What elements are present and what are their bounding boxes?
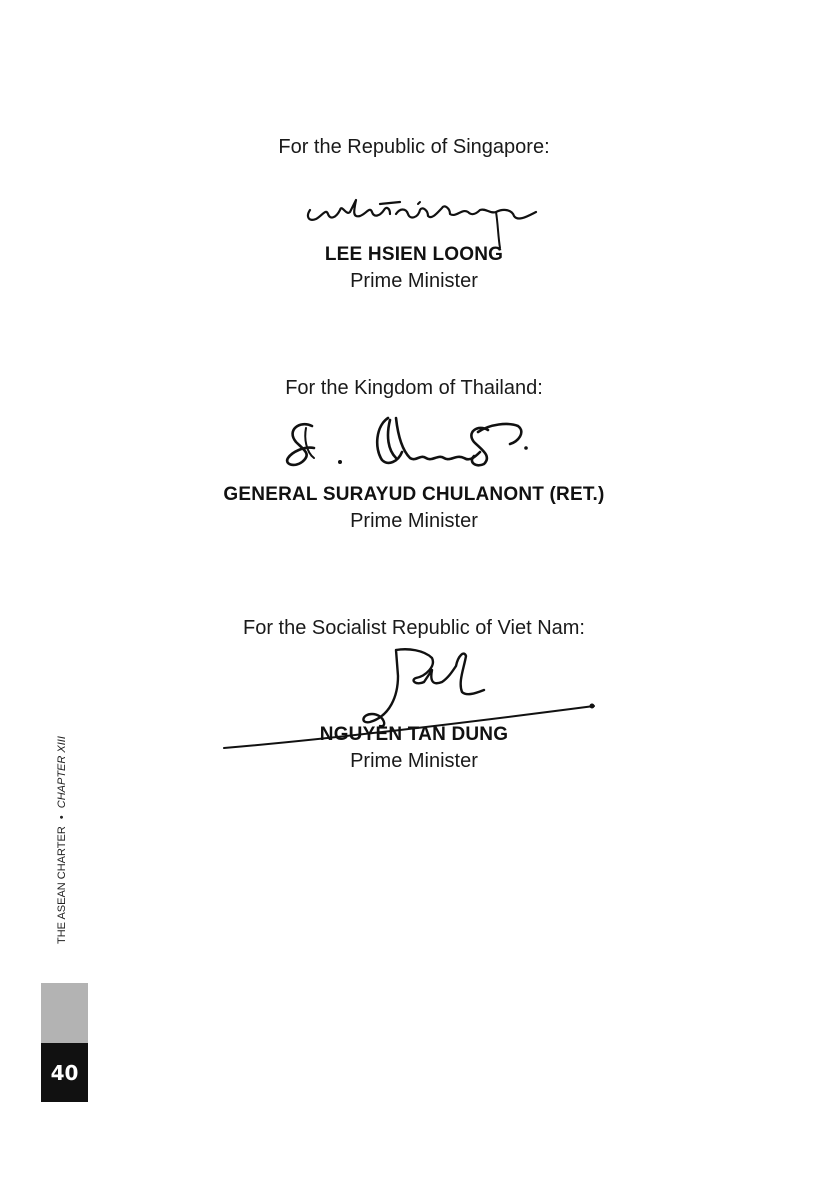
signatory-3-for-line: For the Socialist Republic of Viet Nam: bbox=[242, 617, 585, 639]
page-number: 40 bbox=[41, 1043, 88, 1102]
signatory-2-name: GENERAL SURAYUD CHULANONT (RET.) bbox=[223, 484, 605, 505]
signatory-3-signature bbox=[220, 636, 600, 756]
signatory-3-name: NGUYEN TAN DUNG bbox=[319, 724, 509, 745]
signatory-1-for-line: For the Republic of Singapore: bbox=[278, 136, 550, 158]
running-chapter: CHAPTER XIII bbox=[56, 736, 68, 809]
running-title: THE ASEAN CHARTER bbox=[56, 826, 68, 944]
signatory-2-for-line: For the Kingdom of Thailand: bbox=[285, 377, 543, 399]
signatory-2-title: Prime Minister bbox=[350, 510, 478, 532]
signatory-1-title: Prime Minister bbox=[350, 270, 478, 292]
signatory-3-title: Prime Minister bbox=[350, 750, 478, 772]
page-tab-grey bbox=[41, 983, 88, 1043]
signatory-2-signature bbox=[278, 408, 548, 478]
running-header bbox=[56, 736, 68, 944]
running-separator: • bbox=[56, 815, 68, 820]
signatory-1-name: LEE HSIEN LOONG bbox=[324, 244, 504, 265]
